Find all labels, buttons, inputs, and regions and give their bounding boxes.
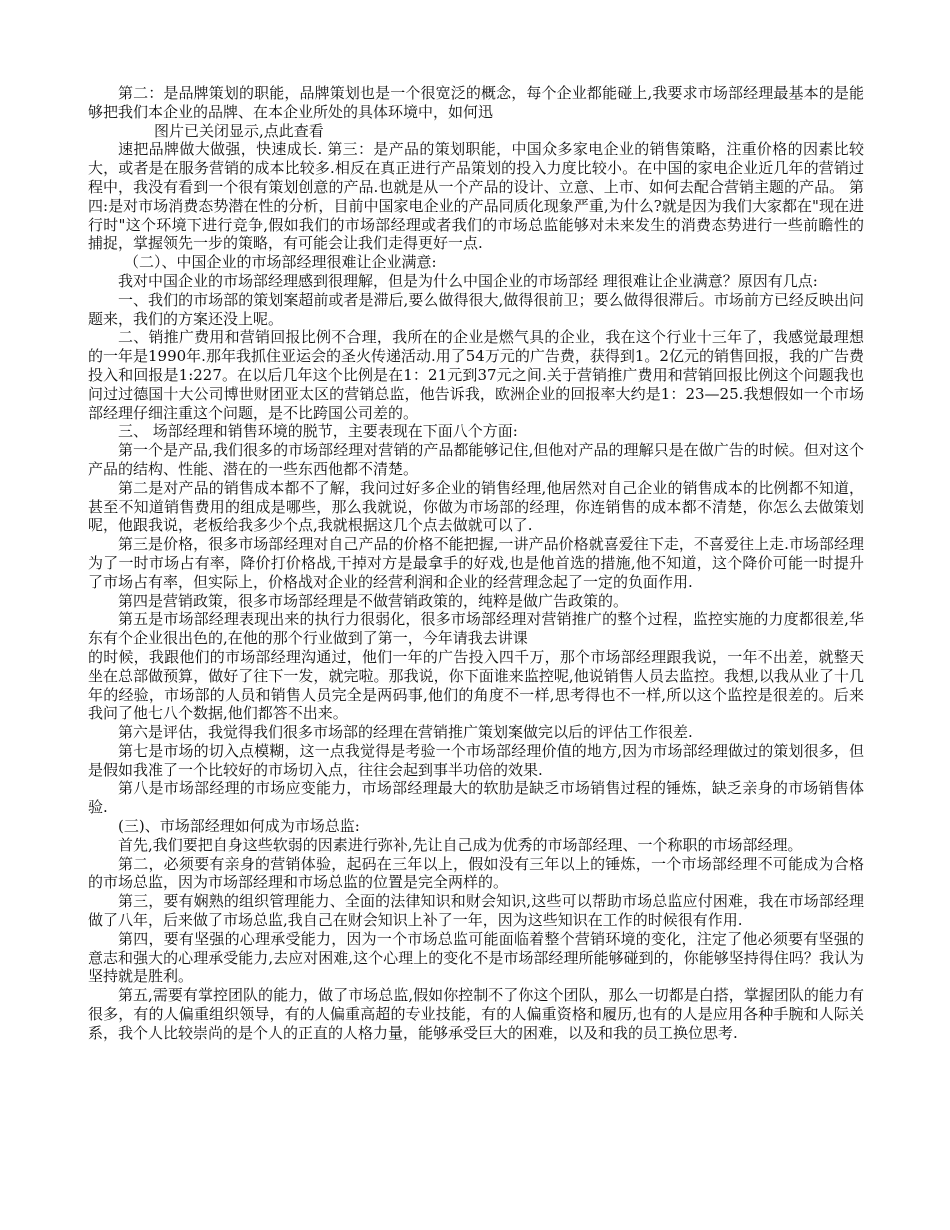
paragraph-product-planning: 速把品牌做大做强，快速成长. 第三：是产品的策划职能，中国众多家电企业的销售策略，注重价格的因素比较大，或者是在服务营销的成本比较多.相反在真正进行产品策划的投入力度比较小。在中国的家电企业近几年的营销过程中，我没有看到一个很有策划创意的产品.也就是从一个产品的设计、立意、上市、如何去配合营销主题的产品。 第四:是对市场消费态势潜在性的分析，目前中国家电企业的产品同质化现象严重,为什么?就是因为我们大家都在"现在进行时"这个环境下进行竞争,假如我们的市场部经理或者我们的市场总监能够对未来发生的消费态势进行一些前瞻性的捕捉，掌握领先一步的策略，有可能会让我们走得更好一点. bbox=[88, 140, 864, 253]
section-heading-4: (三)、市场部经理如何成为市场总监: bbox=[118, 817, 360, 836]
image-hidden-notice-link[interactable]: 图片已关闭显示,点此查看 bbox=[154, 121, 324, 140]
paragraph-point-5: 第五是市场部经理表现出来的执行力很弱化，很多市场部经理对营销推广的整个过程，监控实施的力度都很差,华东有个企业很出色的,在他的那个行业做到了第一，今年请我去讲课 bbox=[88, 610, 864, 648]
paragraph-point-5-continued: 的时候，我跟他们的市场部经理沟通过，他们一年的广告投入四千万，那个市场部经理跟我说，一年不出差，就整天坐在总部做预算，做好了往下一发，就完啦。那我说，你下面谁来监控呢,他说销售人员去监控。我想,以我从业了十几年的经验，市场部的人员和销售人员完全是两码事,他们的角度不一样,思考得也不一样,所以这个监控是很差的。后来我问了他七八个数据,他们都答不出来。 bbox=[88, 647, 864, 723]
paragraph-point-7: 第七是市场的切入点模糊，这一点我觉得是考验一个市场部经理价值的地方,因为市场部经理做过的策划很多，但是假如我准了一个比较好的市场切入点，往往会起到事半功倍的效果. bbox=[88, 741, 864, 779]
paragraph-point-2: 第二是对产品的销售成本都不了解，我问过好多企业的销售经理,他居然对自己企业的销售成本的比例都不知道，甚至不知道销售费用的组成是哪些，那么我就说，你做为市场部的经理，你连销售的成本都不清楚，你怎么去做策划呢，他跟我说，老板给我多少个点,我就根据这几个点去做就可以了. bbox=[88, 478, 864, 535]
paragraph-step-3: 第三，要有娴熟的组织管理能力、全面的法律知识和财会知识,这些可以帮助市场总监应付困难，我在市场部经理做了八年，后来做了市场总监,我自己在财会知识上补了一年，因为这些知识在工作的时候很有作用. bbox=[88, 892, 864, 930]
paragraph-brand-planning: 第二：是品牌策划的职能，品牌策划也是一个很宽泛的概念，每个企业都能碰上,我要求市场部经理最基本的是能够把我们本企业的品牌、在本企业所处的具体环境中，如何迅 bbox=[88, 84, 864, 121]
paragraph-point-3: 第三是价格，很多市场部经理对自己产品的价格不能把握,一讲产品价格就喜爱往下走，不喜爱往上走.市场部经理为了一时市场占有率，降价打价格战,干掉对方是最拿手的好戏,也是他首选的措施,他不知道，这个降价可能一时提升了市场占有率，但实际上，价格战对企业的经营利润和企业的经营理念起了一定的负面作用. bbox=[88, 535, 864, 591]
paragraph-step-5: 第五,需要有掌控团队的能力，做了市场总监,假如你控制不了你这个团队，那么一切都是白搭，掌握团队的能力有很多，有的人偏重组织领导，有的人偏重高超的专业技能，有的人偏重资格和履历,也有的人是应用各种手腕和人际关系，我个人比较崇尚的是个人的正直的人格力量，能够承受巨大的困难，以及和我的员工换位思考. bbox=[88, 986, 864, 1042]
article-body bbox=[88, 84, 864, 1043]
paragraph-point-6: 第六是评估，我觉得我们很多市场部的经理在营销推广策划案做完以后的评估工作很差. bbox=[118, 723, 693, 742]
paragraph-reason-2: 二、销推广费用和营销回报比例不合理，我所在的企业是燃气具的企业，我在这个行业十三年了，我感觉最理想的一年是1990年.那年我抓住亚运会的圣火传递活动.用了54万元的广告费，获得到1。2亿元的销售回报，我的广告费投入和回报是1:227。在以后几年这个比例是在1：21元到37元之间.关于营销推广费用和营销回报比例这个问题我也问过过德国十大公司博世财团亚太区的营销总监，他告诉我，欧洲企业的回报率大约是1：23—25.我想假如一个市场部经理仔细注重这个问题，是不比跨国公司差的。 bbox=[88, 328, 864, 422]
paragraph-step-4: 第四，要有坚强的心理承受能力，因为一个市场总监可能面临着整个营销环境的变化，注定了他必须要有坚强的意志和强大的心理承受能力,去应对困难,这个心理上的变化不是市场部经理所能够碰到的，你能够坚持得住吗？我认为坚持就是胜利。 bbox=[88, 929, 864, 986]
paragraph-point-8: 第八是市场部经理的市场应变能力，市场部经理最大的软肋是缺乏市场销售过程的锤炼，缺乏亲身的市场销售体验. bbox=[88, 779, 864, 817]
paragraph-point-1: 第一个是产品,我们很多的市场部经理对营销的产品都能够记住,但他对产品的理解只是在做广告的时候。但对这个产品的结构、性能、潜在的一些东西他都不清楚。 bbox=[88, 441, 864, 478]
section-heading-3: 三、 场部经理和销售环境的脱节，主要表现在下面八个方面: bbox=[118, 422, 518, 441]
paragraph-step-1: 首先,我们要把自身这些软弱的因素进行弥补,先让自己成为优秀的市场部经理、一个称职的市场部经理。 bbox=[118, 835, 803, 854]
paragraph-point-4: 第四是营销政策，很多市场部经理是不做营销政策的，纯粹是做广告政策的。 bbox=[118, 591, 629, 610]
paragraph-intro-reasons: 我对中国企业的市场部经理感到很理解，但是为什么中国企业的市场部经 理很难让企业满意？原因有几点: bbox=[118, 271, 818, 290]
paragraph-step-2: 第二，必须要有亲身的营销体验，起码在三年以上，假如没有三年以上的锤炼，一个市场部经理不可能成为合格的市场总监，因为市场部经理和市场总监的位置是完全两样的。 bbox=[88, 854, 864, 892]
paragraph-reason-1: 一、我们的市场部的策划案超前或者是滞后,要么做得很大,做得很前卫；要么做得很滞后。市场前方已经反映出问题来，我们的方案还没上呢。 bbox=[88, 290, 864, 328]
section-heading-2: （二）、中国企业的市场部经理很难让企业满意: bbox=[124, 253, 437, 272]
